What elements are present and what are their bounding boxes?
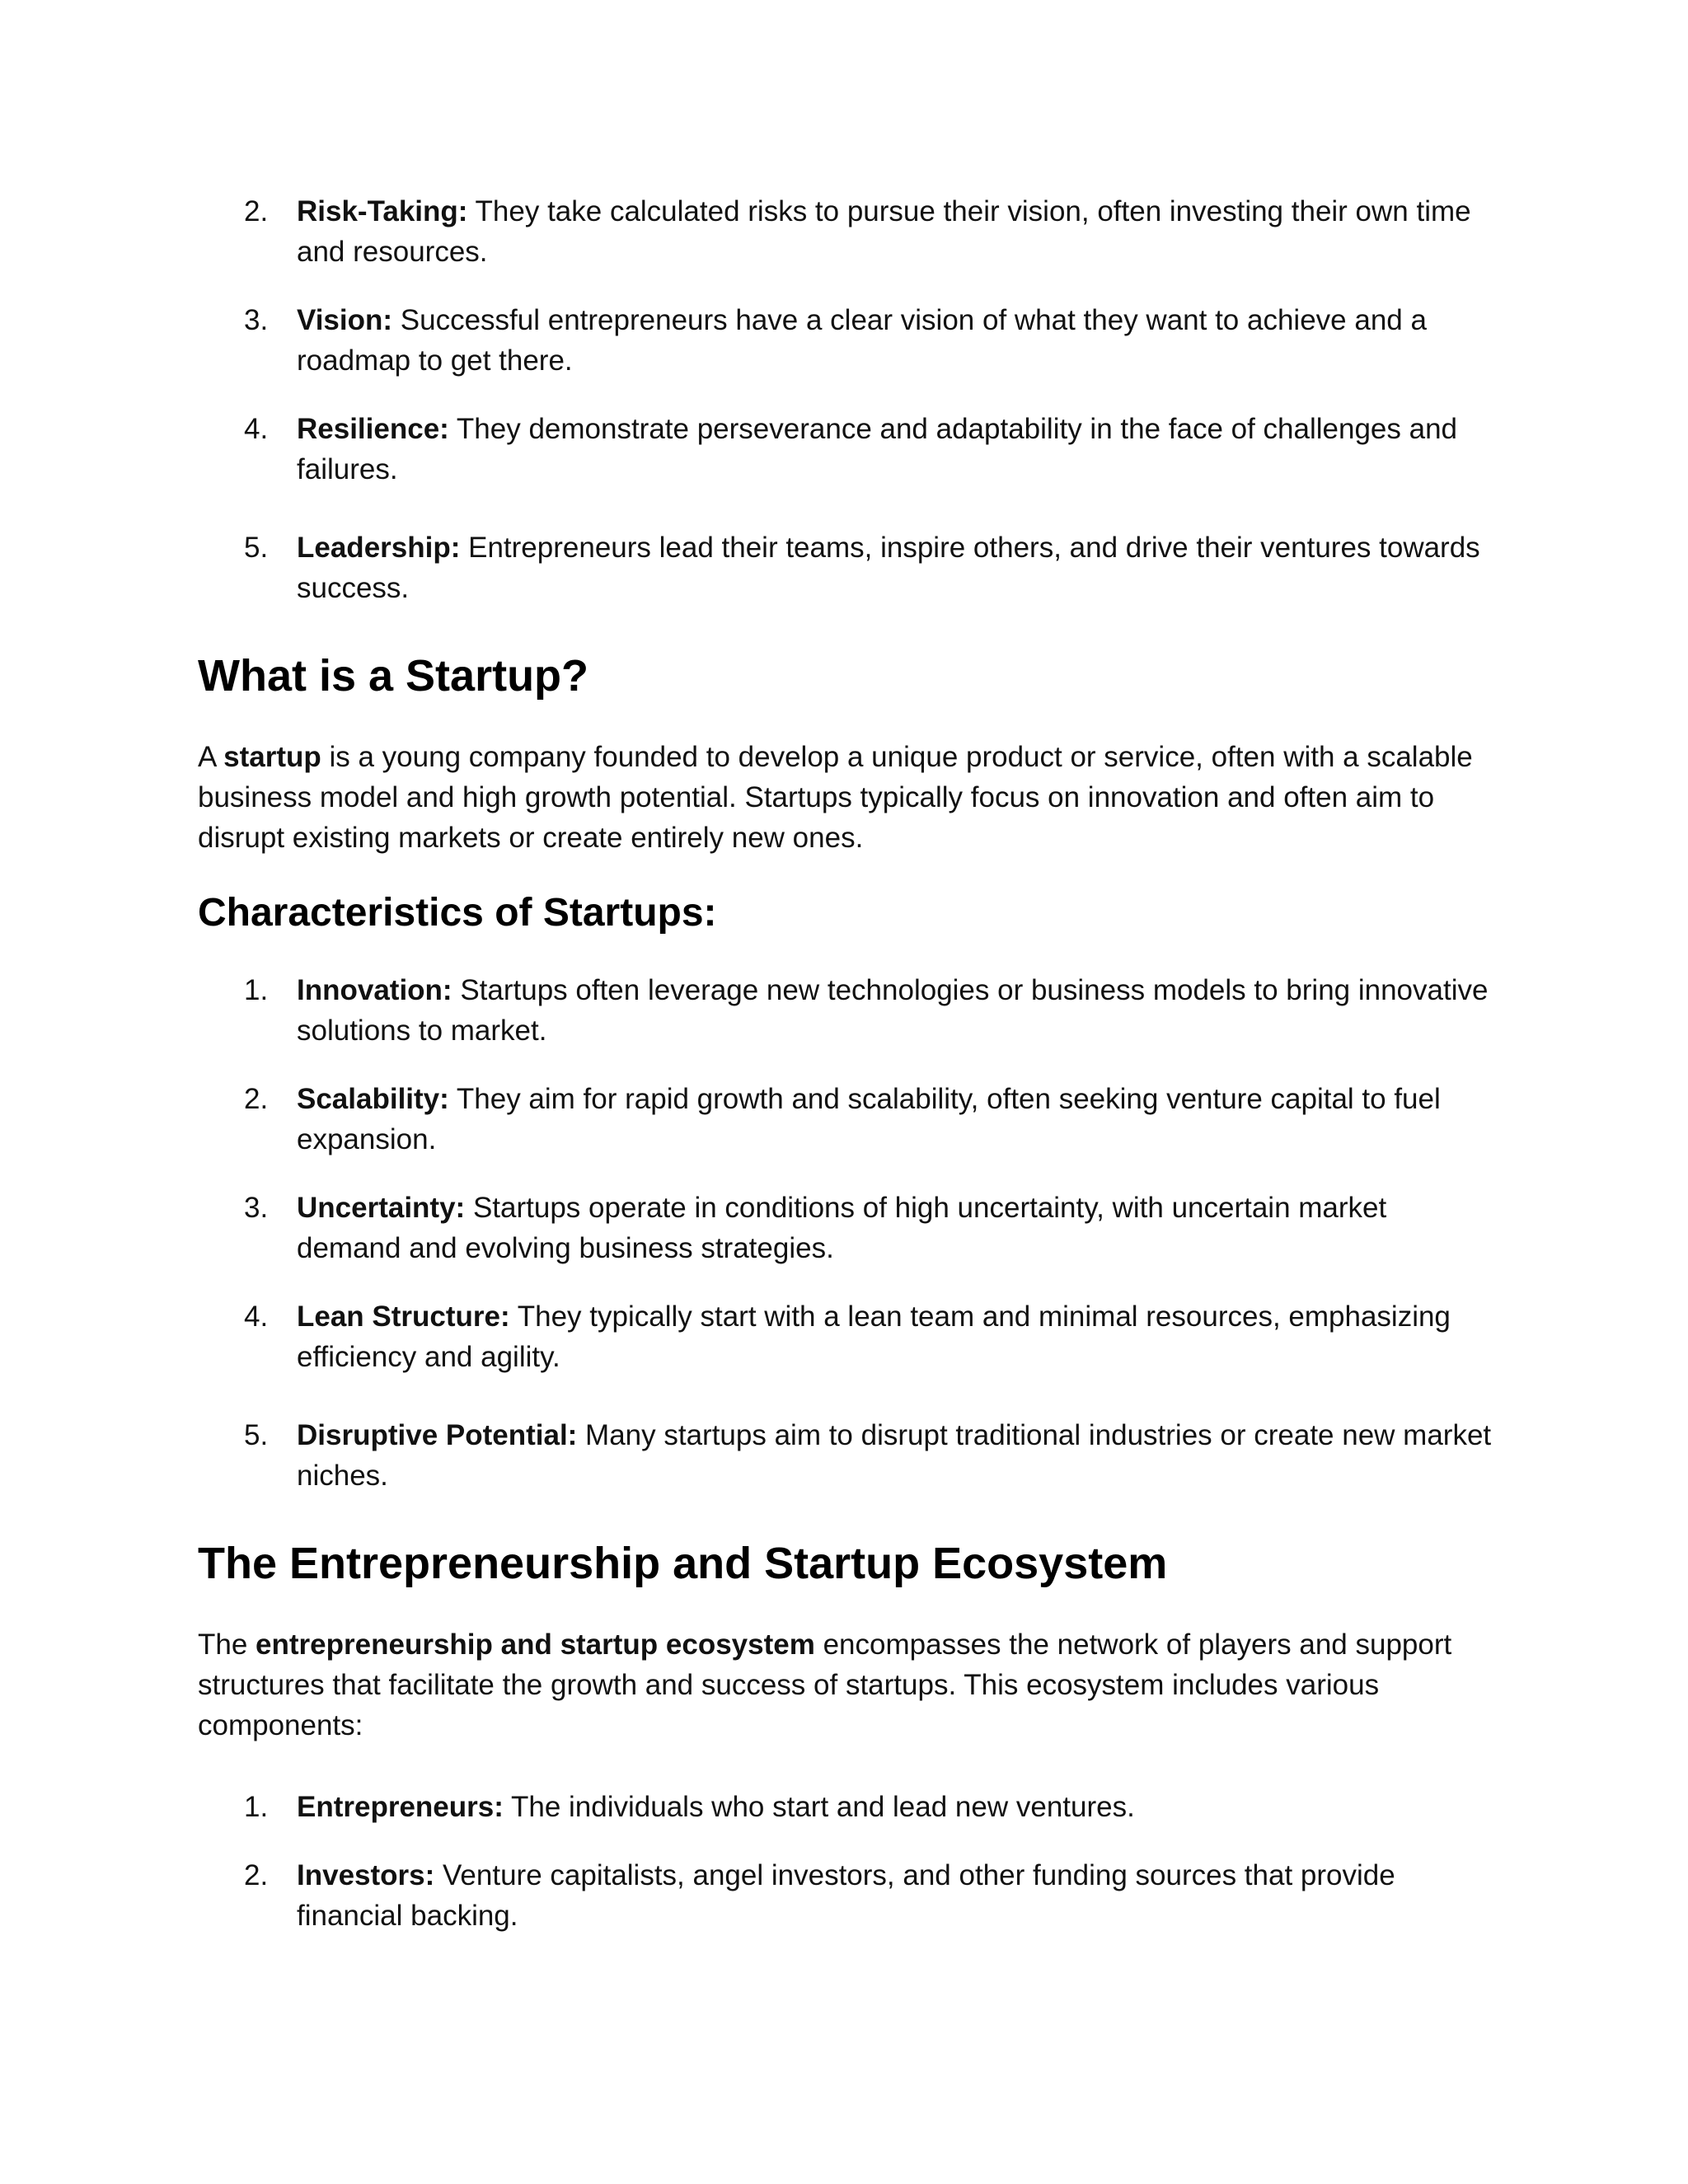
list-term: Innovation: [297,974,452,1006]
list-item [198,1787,1492,1827]
list-number: 5. [244,1419,269,1451]
list-item [198,527,1492,608]
list-term: Investors: [297,1859,435,1891]
paragraph-text: is a young company founded to develop a unique product or service, often with a scalable business model and high growth potential. Startups typically focus on innovation and often aim to disrupt existing markets or create entirely new ones. [198,741,1473,854]
list-item [198,1415,1492,1496]
list-term: Vision: [297,304,393,336]
ecosystem-paragraph [198,1624,1492,1746]
list-number: 3. [244,304,269,336]
list-text: Many startups aim to disrupt traditional industries or create new market niches. [297,1419,1492,1492]
list-term: Resilience: [297,413,449,445]
list-item [198,409,1492,490]
list-number: 2. [244,195,269,227]
list-text: Startups operate in conditions of high uncertainty, with uncertain market demand and evolving business strategies. [297,1192,1387,1264]
list-text: Successful entrepreneurs have a clear vision of what they want to achieve and a roadmap to get there. [297,304,1427,377]
list-number: 4. [244,413,269,445]
list-term: Entrepreneurs: [297,1791,504,1823]
list-term: Leadership: [297,532,461,564]
ecosystem-components-list [198,1787,1492,1936]
ecosystem-heading: The Entrepreneurship and Startup Ecosystem [198,1539,1168,1588]
list-text: Venture capitalists, angel investors, and other funding sources that provide financial backing. [297,1859,1395,1932]
startup-heading: What is a Startup? [198,651,589,701]
list-item [198,191,1492,272]
paragraph-text: A [198,741,224,773]
list-item [198,1188,1492,1268]
paragraph-text: encompasses the network of players and support structures that facilitate the growth and success of startups. This ecosystem includes various components: [198,1629,1452,1741]
paragraph-bold-term: startup [223,741,321,773]
list-item [198,1855,1492,1936]
list-number: 1. [244,974,269,1006]
list-text: They typically start with a lean team and minimal resources, emphasizing efficiency and agility. [297,1301,1451,1373]
list-number: 2. [244,1083,269,1115]
startup-paragraph [198,737,1492,858]
paragraph-text: The [198,1629,256,1661]
list-number: 4. [244,1301,269,1333]
characteristics-heading: Characteristics of Startups: [198,891,717,935]
list-number: 5. [244,532,269,564]
document-content [198,191,1492,1964]
list-term: Disruptive Potential: [297,1419,578,1451]
list-text: They aim for rapid growth and scalability, often seeking venture capital to fuel expansion. [297,1083,1441,1155]
list-item [198,970,1492,1051]
list-term: Uncertainty: [297,1192,466,1224]
list-item [198,1296,1492,1377]
list-number: 1. [244,1791,269,1823]
list-item [198,1079,1492,1160]
list-text: They take calculated risks to pursue their vision, often investing their own time and resources. [297,195,1471,268]
entrepreneur-traits-list [198,191,1492,608]
list-item [198,300,1492,381]
list-text: They demonstrate perseverance and adaptability in the face of challenges and failures. [297,413,1458,485]
list-term: Lean Structure: [297,1301,510,1333]
list-text: Startups often leverage new technologies or business models to bring innovative solutions to market. [297,974,1489,1047]
list-number: 3. [244,1192,269,1224]
characteristics-list [198,970,1492,1496]
list-term: Scalability: [297,1083,449,1115]
list-term: Risk-Taking: [297,195,468,227]
paragraph-bold-term: entrepreneurship and startup ecosystem [256,1629,815,1661]
list-number: 2. [244,1859,269,1891]
list-text: Entrepreneurs lead their teams, inspire others, and drive their ventures towards success. [297,532,1480,604]
list-text: The individuals who start and lead new ventures. [503,1791,1135,1823]
